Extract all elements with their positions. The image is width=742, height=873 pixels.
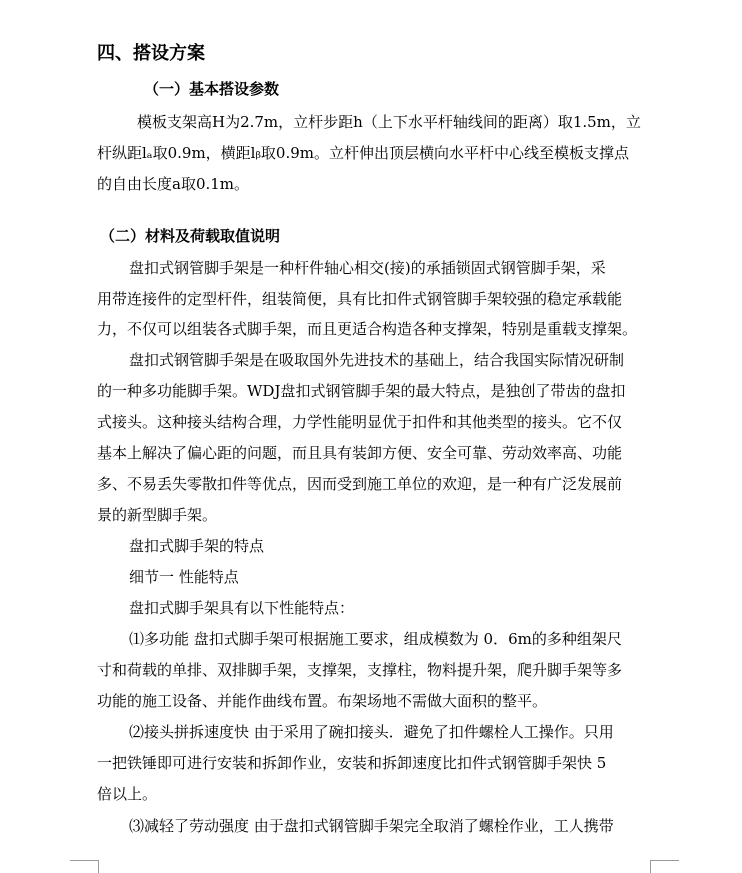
text-line: 式接头。这种接头结构合理，力学性能明显优于扣件和其他类型的接头。它不仅 [97,413,623,431]
page-corner-mark-left [70,860,99,873]
features-title: 盘扣式脚手架的特点 [129,537,265,555]
subsection-heading-basic-params: （一）基本搭设参数 [144,80,280,98]
list-item: ⑵接头拼拆速度快 由于采用了碗扣接头．避免了扣件螺栓人工操作。只用 [129,723,614,741]
text-line: 杆纵距lₐ取0.9m，横距lᵦ取0.9m。立杆伸出顶层横向水平杆中心线至模板支撑点 [97,144,629,162]
list-item: ⑴多功能 盘扣式脚手架可根据施工要求，组成模数为 0．6m的多种组架尺 [129,630,622,648]
list-item: ⑶减轻了劳动强度 由于盘扣式钢管脚手架完全取消了螺栓作业，工人携带 [129,817,614,835]
section-title: 四、搭设方案 [97,43,205,64]
text-line: 基本上解决了偏心距的问题，而且具有装卸方便、安全可靠、劳动效率高、功能 [97,444,623,462]
text-line: 功能的施工设备、并能作曲线布置。布架场地不需做大面积的整平。 [97,692,548,710]
features-intro: 盘扣式脚手架具有以下性能特点： [129,599,355,617]
text-line: 一把铁锤即可进行安装和拆卸作业，安装和拆卸速度比扣件式钢管脚手架快 5 [97,754,607,772]
subsection-heading-materials: （二）材料及荷载取值说明 [100,227,281,245]
text-line: 寸和荷载的单排、双排脚手架，支撑架，支撑柱，物料提升架，爬升脚手架等多 [97,661,623,679]
text-line: 力，不仅可以组装各式脚手架，而且更适合构造各种支撑架，特别是重载支撑架。 [97,320,638,338]
text-line: 多、不易丢失零散扣件等优点，因而受到施工单位的欢迎，是一种有广泛发展前 [97,475,623,493]
text-line: 模板支架高H为2.7m，立杆步距h（上下水平杆轴线间的距离）取1.5m，立 [137,113,641,131]
text-line: 景的新型脚手架。 [97,506,218,524]
detail-title: 细节一 性能特点 [129,568,239,586]
text-line: 盘扣式钢管脚手架是在吸取国外先进技术的基础上，结合我国实际情况研制 [129,351,625,369]
text-line: 用带连接件的定型杆件，组装简便，具有比扣件式钢管脚手架较强的稳定承载能 [97,290,623,308]
page-corner-mark-right [650,860,679,873]
text-line: 盘扣式钢管脚手架是一种杆件轴心相交(接)的承插锁固式钢管脚手架，采 [129,259,606,277]
text-line: 的一种多功能脚手架。WDJ盘扣式钢管脚手架的最大特点，是独创了带齿的盘扣 [97,382,626,400]
text-line: 的自由长度a取0.1m。 [97,175,250,193]
text-line: 倍以上。 [97,785,158,803]
